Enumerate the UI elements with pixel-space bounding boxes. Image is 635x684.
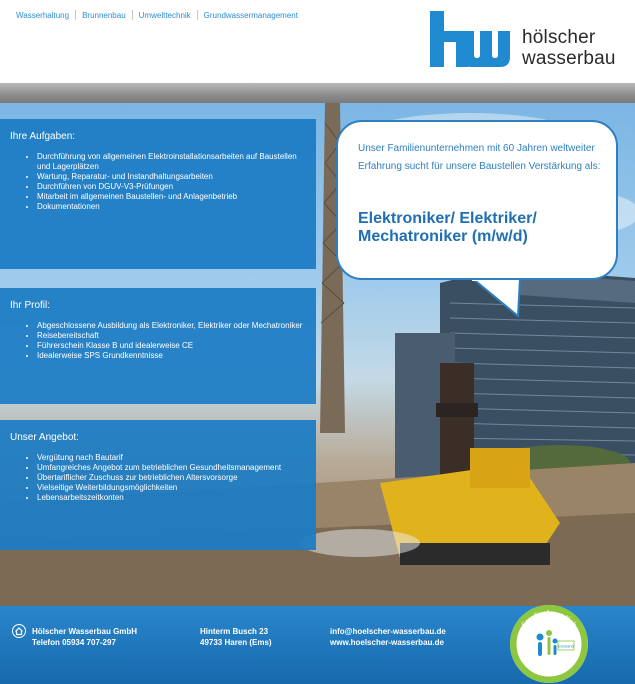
nav-link-brunnenbau[interactable]: Brunnenbau [82, 10, 126, 20]
job-title: Elektroniker/ Elektriker/ Mechatroniker (m/w/d) [358, 210, 537, 245]
tasks-heading: Ihre Aufgaben: [10, 131, 76, 142]
nav-link-umwelttechnik[interactable]: Umwelttechnik [138, 10, 191, 20]
profile-list [0, 321, 316, 361]
hw-logo-icon[interactable] [428, 11, 512, 69]
header-divider-band [0, 83, 635, 103]
tasks-list [0, 152, 316, 212]
offer-heading: Unser Angebot: [10, 432, 79, 443]
list-item: • Umfangreiches Angebot zum betrieblichen Gesundheitsmanagement [37, 463, 308, 473]
nav-link-wasserhaltung[interactable]: Wasserhaltung [16, 10, 70, 20]
logo-line-2: wasserbau [522, 48, 616, 69]
top-navigation [10, 10, 304, 20]
list-item: • Vielseitige Weiterbildungsmöglichkeiten [37, 483, 308, 493]
phone-number[interactable]: Telefon 05934 707-297 [32, 638, 116, 647]
list-item: • Dokumentationen [37, 202, 308, 212]
city-address: 49733 Haren (Ems) [200, 638, 272, 647]
list-item: • Reisebereitschaft [37, 331, 308, 341]
logo-line-1: hölscher [522, 27, 596, 48]
certificate-arc-top-text: Familienfreundlich [520, 609, 578, 629]
svg-text:Familienfreundlich [521, 610, 578, 629]
profile-panel [0, 288, 316, 404]
list-item: • Vergütung nach Bautarif [37, 453, 308, 463]
company-logo-text [522, 27, 616, 69]
tasks-panel [0, 119, 316, 269]
list-item: • Führerschein Klasse B und idealerweise CE [37, 341, 308, 351]
certificate-text [510, 605, 588, 683]
header [0, 0, 635, 83]
list-item: • Durchführung von allgemeinen Elektroinstallationsarbeiten auf Baustellen und Lagerplätzen [37, 152, 308, 172]
footer-contact-block [330, 626, 446, 648]
nav-link-grundwassermanagement[interactable]: Grundwassermanagement [203, 10, 298, 20]
company-name: Hölscher Wasserbau GmbH [32, 627, 138, 636]
website-link[interactable]: www.hoelscher-wasserbau.de [330, 638, 444, 647]
offer-list [0, 453, 316, 503]
company-intro-text: Unser Familienunternehmen mit 60 Jahren weltweiter Erfahrung sucht für unsere Baustellen Verstärkung als: [358, 143, 601, 172]
certificate-badge-text: Emsland [558, 643, 574, 649]
footer-address-block [200, 626, 272, 648]
list-item: • Mitarbeit im allgemeinen Baustellen- und Anlagenbetrieb [37, 192, 308, 202]
home-icon [12, 624, 26, 638]
svg-text:zertifiziert [534, 663, 565, 673]
street-address: Hinterm Busch 23 [200, 627, 269, 636]
list-item: • Durchführen von DGUV-V3-Prüfungen [37, 182, 308, 192]
list-item: • Übertariflicher Zuschuss zur betrieblichen Altersvorsorge [37, 473, 308, 483]
email-link[interactable]: info@hoelscher-wasserbau.de [330, 627, 446, 636]
list-item: • Abgeschlossene Ausbildung als Elektroniker, Elektriker oder Mechatroniker [37, 321, 308, 331]
job-speech-bubble [336, 120, 618, 280]
offer-panel [0, 420, 316, 550]
list-item: • Wartung, Reparatur- und Instandhaltungsarbeiten [37, 172, 308, 182]
footer-company-block [32, 626, 137, 648]
speech-bubble-tail [470, 278, 530, 318]
family-friendly-certificate [510, 605, 588, 683]
profile-heading: Ihr Profil: [10, 300, 51, 311]
list-item: • Idealerweise SPS Grundkenntnisse [37, 351, 308, 361]
certificate-arc-bottom-text: zertifiziert [533, 663, 565, 674]
list-item: • Lebensarbeitszeitkonten [37, 493, 308, 503]
